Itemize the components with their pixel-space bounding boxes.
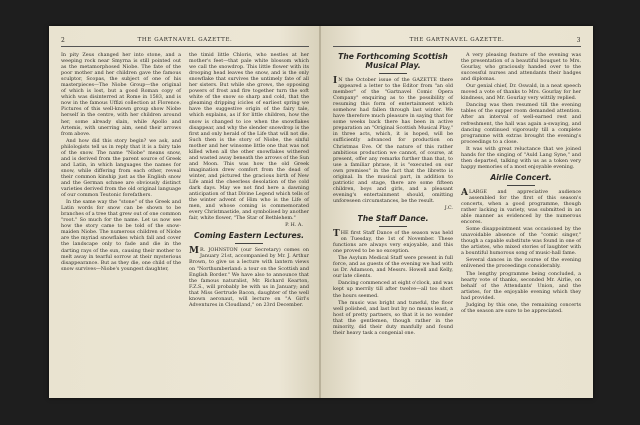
lectures-text: R. JOHNSTON (our Secretary) comes on January 21st, accompanied by Mr. J. Arthur Brown, to give us a lecture with lantern views on "Northumberland: a tour on the Scottish and English Border." We have also to announce that the famous naturalist, Mr. Richard Kearton, F.Z.S., will probably be with us in January; and that Miss Gertrude Bacon, daughter of the well known aeronaut, will lecture on "A Girl's Adventures in Cloudland," on 23rd December. — [189, 247, 309, 308]
drop-cap: A — [461, 187, 468, 198]
left-page — [49, 26, 319, 398]
magazine-spread — [49, 26, 593, 398]
airlie-paragraph: Some disappointment was occasioned by the unavoidable absence of the "comic singer," though a capable substitute was found in one of the artistes, who mixed stories of laughter with a bountiful humorous song of music-hall fame. — [461, 226, 581, 257]
heading-rule — [235, 243, 263, 244]
right-running-title: THE GARTNAVEL GAZETTE. — [409, 37, 505, 43]
left-running-head — [61, 37, 309, 47]
left-column-2 — [189, 52, 309, 309]
niobe-paragraph: the timid little Chloris, who nestles at her mother's feet—that pale white blossom which we call the snowdrop. This little flower with its drooping head leaves the snow, and is the only snowflake that survives the untimely fate of all her sisters. But while she grows, the opposing powers of frost and fire together turn the soft white of the snow so sharp and cold, that the gleaming dripping icicles of earliest spring we have the suggestive origin of the fairy tale, which explains, as if for little children, how the snow is changed to ice when the snowflakes disappear, and why the slender snowdrop is the first and only herald of the Life that will not die. Such then is the story of Niobe, the sinful mother and her winsome little one that was not killed when all the other snowflakes withered and wasted away beneath the arrows of the Sun and Moon. This was how the old Greek imagination drew comfort from the dead of winter, and pictured the gracious birth of New Life amid the cheerless desolation of the cold dark days. May we not find here a dawning anticipation of that Divine Legend which tells of the winter advent of Him who is the Life of men, and whose coming is commemorated every Christmastide, and symbolised by another fair, white flower, "The Star of Bethlehem." — [189, 52, 309, 222]
lectures-body — [189, 247, 309, 307]
musical-play-body — [333, 77, 453, 204]
musical-play-heading: The Forthcoming Scottish Musical Play. — [338, 52, 448, 70]
airlie-paragraph — [461, 189, 581, 225]
heading-rule — [379, 226, 407, 227]
staff-dance-paragraph: Our genial chief, Dr. Oswald, in a neat speech moved a vote of thanks to Mrs. Gourlay for her kindness, and Mr. Gourlay very wittily replied. — [461, 83, 581, 102]
airlie-text: LARGE and appreciative audience assembled for the first of this season's concerts, when a good programme, though rather lacking in variety, was submitted in an able manner as evidenced by the numerous encores. — [461, 188, 581, 226]
niobe-paragraph: And how did this story begin? we ask, and philologists tell us in reply that it is a fairy tale of the snow. The name "Niobe" means snow, and is derived from the parent source of Greek and Latin, in which languages the names for snow, while differing from each other, reveal their common kinship just as the English snow and the German schnee are obviously distinct varieties derived from the old original language of our common Teutonic forefathers. — [61, 137, 181, 199]
staff-dance-paragraph: Dancing commenced at eight o'clock, and was kept up merrily till after twelve—all too short the hours seemed. — [333, 280, 453, 299]
staff-dance-paragraph: It was with great reluctance that we joined hands for the singing of "Auld Lang Syne," and then departed, talking with us as a token very happy memories of a most enjoyable evening. — [461, 145, 581, 170]
left-column-1 — [61, 52, 181, 309]
article-signature: J.C. — [444, 204, 453, 211]
staff-dance-heading: The Staff Dance. — [357, 214, 429, 224]
airlie-concert-heading: Airlie Concert. — [490, 172, 552, 182]
staff-dance-paragraph: The music was bright and tuneful, the floor well polished, and last but by no means least, a host of pretty partners, so that it is no wonder that the gentlemen, though rather in the minority, did their duty manfully and found their heavy task a congenial one. — [333, 299, 453, 336]
heading-rule — [379, 73, 407, 74]
left-page-number: 2 — [61, 37, 66, 44]
article-signature: P. H. A. — [285, 222, 303, 229]
staff-dance-paragraph — [333, 230, 453, 254]
lectures-heading: Coming Eastern Lectures. — [193, 231, 305, 241]
right-column-2 — [461, 52, 581, 337]
airlie-paragraph: Several dances in the course of the evening enlivened the proceedings considerably. — [461, 257, 581, 270]
right-column-1 — [333, 52, 453, 337]
left-running-title: THE GARTNAVEL GAZETTE. — [137, 37, 233, 43]
niobe-paragraph: In pity Zeus changed her into stone, and a weeping rock near Smyrna is still pointed out as the metamorphosed Niobe. The fate of the poor mother and her children gave the famous sculptor, Scopas, the subject of one of his masterpieces—The Niobe Group—the original of which is lost, but a good Roman copy of which was disinterred at Rome in 1583, and is now in the famous Uffizi collection at Florence. Pictures of this well-known group show Niobe herself in the centre, with her children around her, some already slain, while Apollo and Artemis, with unerring aim, send their arrows from above. — [61, 52, 181, 137]
right-running-head — [333, 37, 581, 47]
airlie-paragraph: Judging by this one, the remaining concerts of the season are sure to be appreciated. — [461, 301, 581, 314]
right-page — [321, 26, 593, 398]
right-page-number: 3 — [576, 37, 581, 44]
heading-rule — [507, 185, 535, 186]
drop-cap: I — [333, 76, 338, 86]
drop-cap: T — [333, 229, 340, 240]
staff-dance-paragraph: A very pleasing feature of the evening was the presentation of a beautiful bouquet to Mrs. Gourlay, who graciously handed over to the successful nurses and attendants their badges and diplomas. — [461, 52, 581, 83]
niobe-paragraph: In the same way the "stone" of the Greek and Latin words for snow can be shown to be branches of a tree that grew out of one common "root." So much for the name. Let us now see how the story came to be told of the snow-maiden Niobe. The numerous children of Niobe are the myriad snowflakes which fall and cover the landscape only to fade and die in the darting rays of the sun, causing their mother to melt away in tearful sorrow at their mysterious disappearance. But as they die, one child of the snow survives—Niobe's youngest daughter, — [61, 199, 181, 272]
drop-cap: M — [189, 246, 199, 257]
staff-dance-paragraph: Dancing was then resumed till the evening tables of the supper room demanded attention. After an interval of well-earned rest and refreshment, the hall was again a-swaying, and dancing continued vigorously till a complete programme with extras brought the evening's proceedings to a close. — [461, 102, 581, 145]
staff-dance-text: HE first Staff Dance of the season was held on Tuesday, the 1st of November. These functions are always very enjoyable, and this one proved to be no exception. — [333, 230, 453, 255]
musical-play-text: N the October issue of the GAZETTE there appeared a letter to the Editor from "an old member" of the "Gartnavel Comic Opera Company" enquiring as to the possibility of resuming this form of entertainment which somehow had fallen through last winter. We have therefore much pleasure in saying that for some weeks back there has been in active preparation an "Original Scottish Musical Play," in three acts, which, it is hoped, will be sufficiently advanced for production on Christmas Eve. Of the nature of this rather ambitious production we cannot, of course, at present, offer any remarks further than that, to use a familiar phrase, it is "executed on our own premises" in the fact that the libretto is original. In the musical part, in addition to patriotic and stage, there are some fifteen children, boys and girls, and a pleasant evening's entertainment should, omitting unforeseen circumstances, be the result. — [333, 77, 453, 204]
staff-dance-paragraph: The Asylum Medical Staff were present in full force, and as guests of the evening we had with us Dr. Adamson, and Messrs. Howell and Kelly, our late clients. — [333, 255, 453, 280]
airlie-paragraph: The lengthy programme being concluded, a hearty vote of thanks, seconded Mr. Airlie, on behalf of the Attendants' Union, and the artistes, for the enjoyable evening which they had provided. — [461, 270, 581, 301]
